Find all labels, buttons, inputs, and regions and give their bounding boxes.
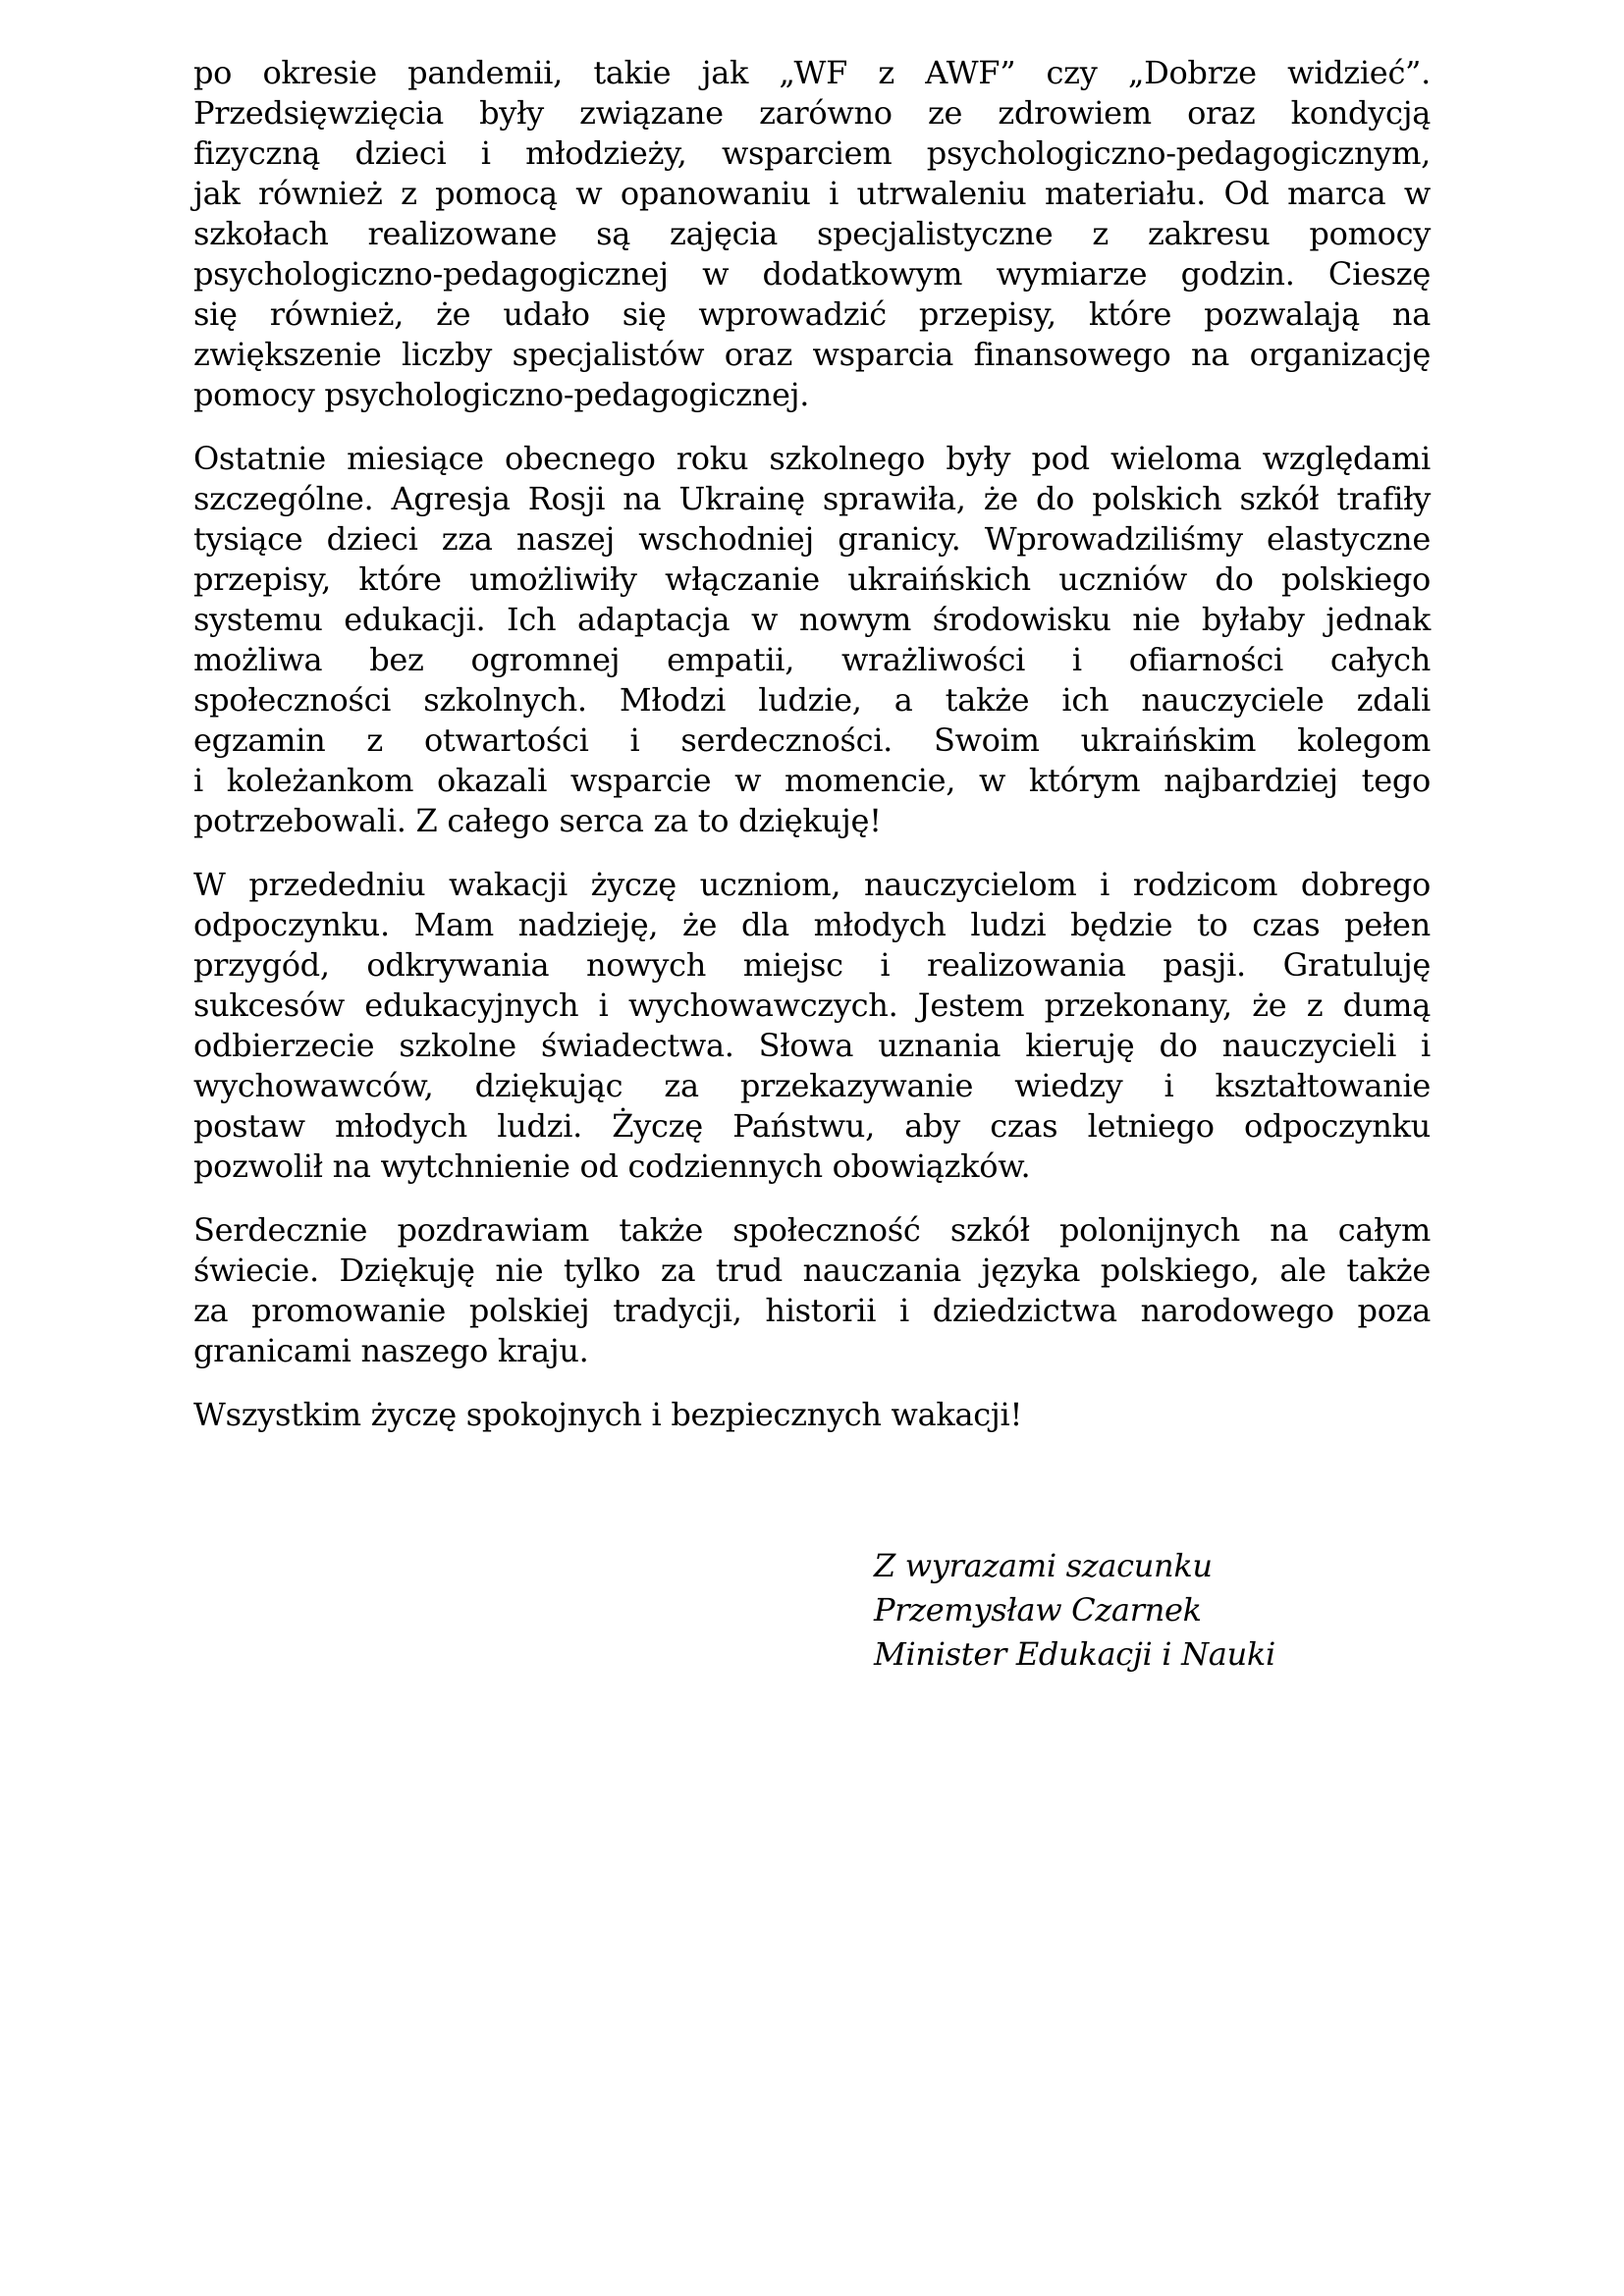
paragraph-3 <box>193 865 1431 1187</box>
text-line: społeczności szkolnych. Młodzi ludzie, a także ich nauczyciele zdali <box>193 681 1431 719</box>
text-line: egzamin z otwartości i serdeczności. Swoim ukraińskim kolegom <box>193 721 1431 759</box>
text-line: psychologiczno-pedagogicznej w dodatkowym wymiarze godzin. Cieszę <box>193 255 1431 293</box>
text-line: zwiększenie liczby specjalistów oraz wsparcia finansowego na organizację <box>193 336 1431 373</box>
text-line: odpoczynku. Mam nadzieję, że dla młodych ludzi będzie to czas pełen <box>193 906 1431 943</box>
text-line: pozwolił na wytchnienie od codziennych obowiązków. <box>193 1148 1031 1185</box>
text-line: odbierzecie szkolne świadectwa. Słowa uznania kieruję do nauczycieli i <box>193 1027 1431 1064</box>
text-line: fizyczną dzieci i młodzieży, wsparciem psychologiczno-pedagogicznym, <box>193 134 1431 172</box>
paragraph-2 <box>193 439 1431 841</box>
text-line: Przedsięwzięcia były związane zarówno ze zdrowiem oraz kondycją <box>193 94 1431 132</box>
text-line: przygód, odkrywania nowych miejsc i realizowania pasji. Gratuluję <box>193 946 1431 984</box>
text-line: potrzebowali. Z całego serca za to dziękuję! <box>193 802 882 839</box>
paragraph-5 <box>193 1395 1431 1435</box>
text-line: systemu edukacji. Ich adaptacja w nowym środowisku nie byłaby jednak <box>193 601 1431 638</box>
text-line: jak również z pomocą w opanowaniu i utrwaleniu materiału. Od marca w <box>193 175 1431 212</box>
text-line: Wszystkim życzę spokojnych i bezpiecznych wakacji! <box>193 1396 1023 1433</box>
paragraph-4 <box>193 1210 1431 1371</box>
text-line: wychowawców, dziękując za przekazywanie wiedzy i kształtowanie <box>193 1067 1431 1104</box>
text-line: Ostatnie miesiące obecnego roku szkolnego były pod wieloma względami <box>193 440 1431 477</box>
text-line: postaw młodych ludzi. Życzę Państwu, aby czas letniego odpoczynku <box>193 1107 1431 1145</box>
paragraph-1 <box>193 53 1431 415</box>
signature-name: Przemysław Czarnek <box>874 1591 1202 1629</box>
text-line: tysiące dzieci zza naszej wschodniej granicy. Wprowadziliśmy elastyczne <box>193 520 1431 558</box>
signature-block <box>874 1544 1431 1677</box>
signature-title: Minister Edukacji i Nauki <box>874 1635 1275 1673</box>
text-line: W przededniu wakacji życzę uczniom, nauczycielom i rodzicom dobrego <box>193 866 1431 903</box>
text-line: świecie. Dziękuję nie tylko za trud nauczania języka polskiego, ale także <box>193 1252 1431 1289</box>
text-line: Serdecznie pozdrawiam także społeczność szkół polonijnych na całym <box>193 1211 1431 1249</box>
text-line: przepisy, które umożliwiły włączanie ukraińskich uczniów do polskiego <box>193 561 1431 598</box>
text-line: szczególne. Agresja Rosji na Ukrainę sprawiła, że do polskich szkół trafiły <box>193 480 1431 517</box>
text-line: sukcesów edukacyjnych i wychowawczych. Jestem przekonany, że z dumą <box>193 987 1431 1024</box>
letter-body <box>193 53 1431 1677</box>
text-line: i koleżankom okazali wsparcie w momencie, w którym najbardziej tego <box>193 762 1431 799</box>
text-line: szkołach realizowane są zajęcia specjalistyczne z zakresu pomocy <box>193 215 1431 252</box>
text-line: granicami naszego kraju. <box>193 1332 589 1369</box>
text-line: się również, że udało się wprowadzić przepisy, które pozwalają na <box>193 295 1431 333</box>
signature-closing-line: Z wyrazami szacunku <box>874 1547 1213 1584</box>
text-line: po okresie pandemii, takie jak „WF z AWF” czy „Dobrze widzieć”. <box>193 54 1431 91</box>
text-line: za promowanie polskiej tradycji, historii i dziedzictwa narodowego poza <box>193 1292 1431 1329</box>
text-line: możliwa bez ogromnej empatii, wrażliwości i ofiarności całych <box>193 641 1431 678</box>
text-line: pomocy psychologiczno-pedagogicznej. <box>193 376 810 413</box>
